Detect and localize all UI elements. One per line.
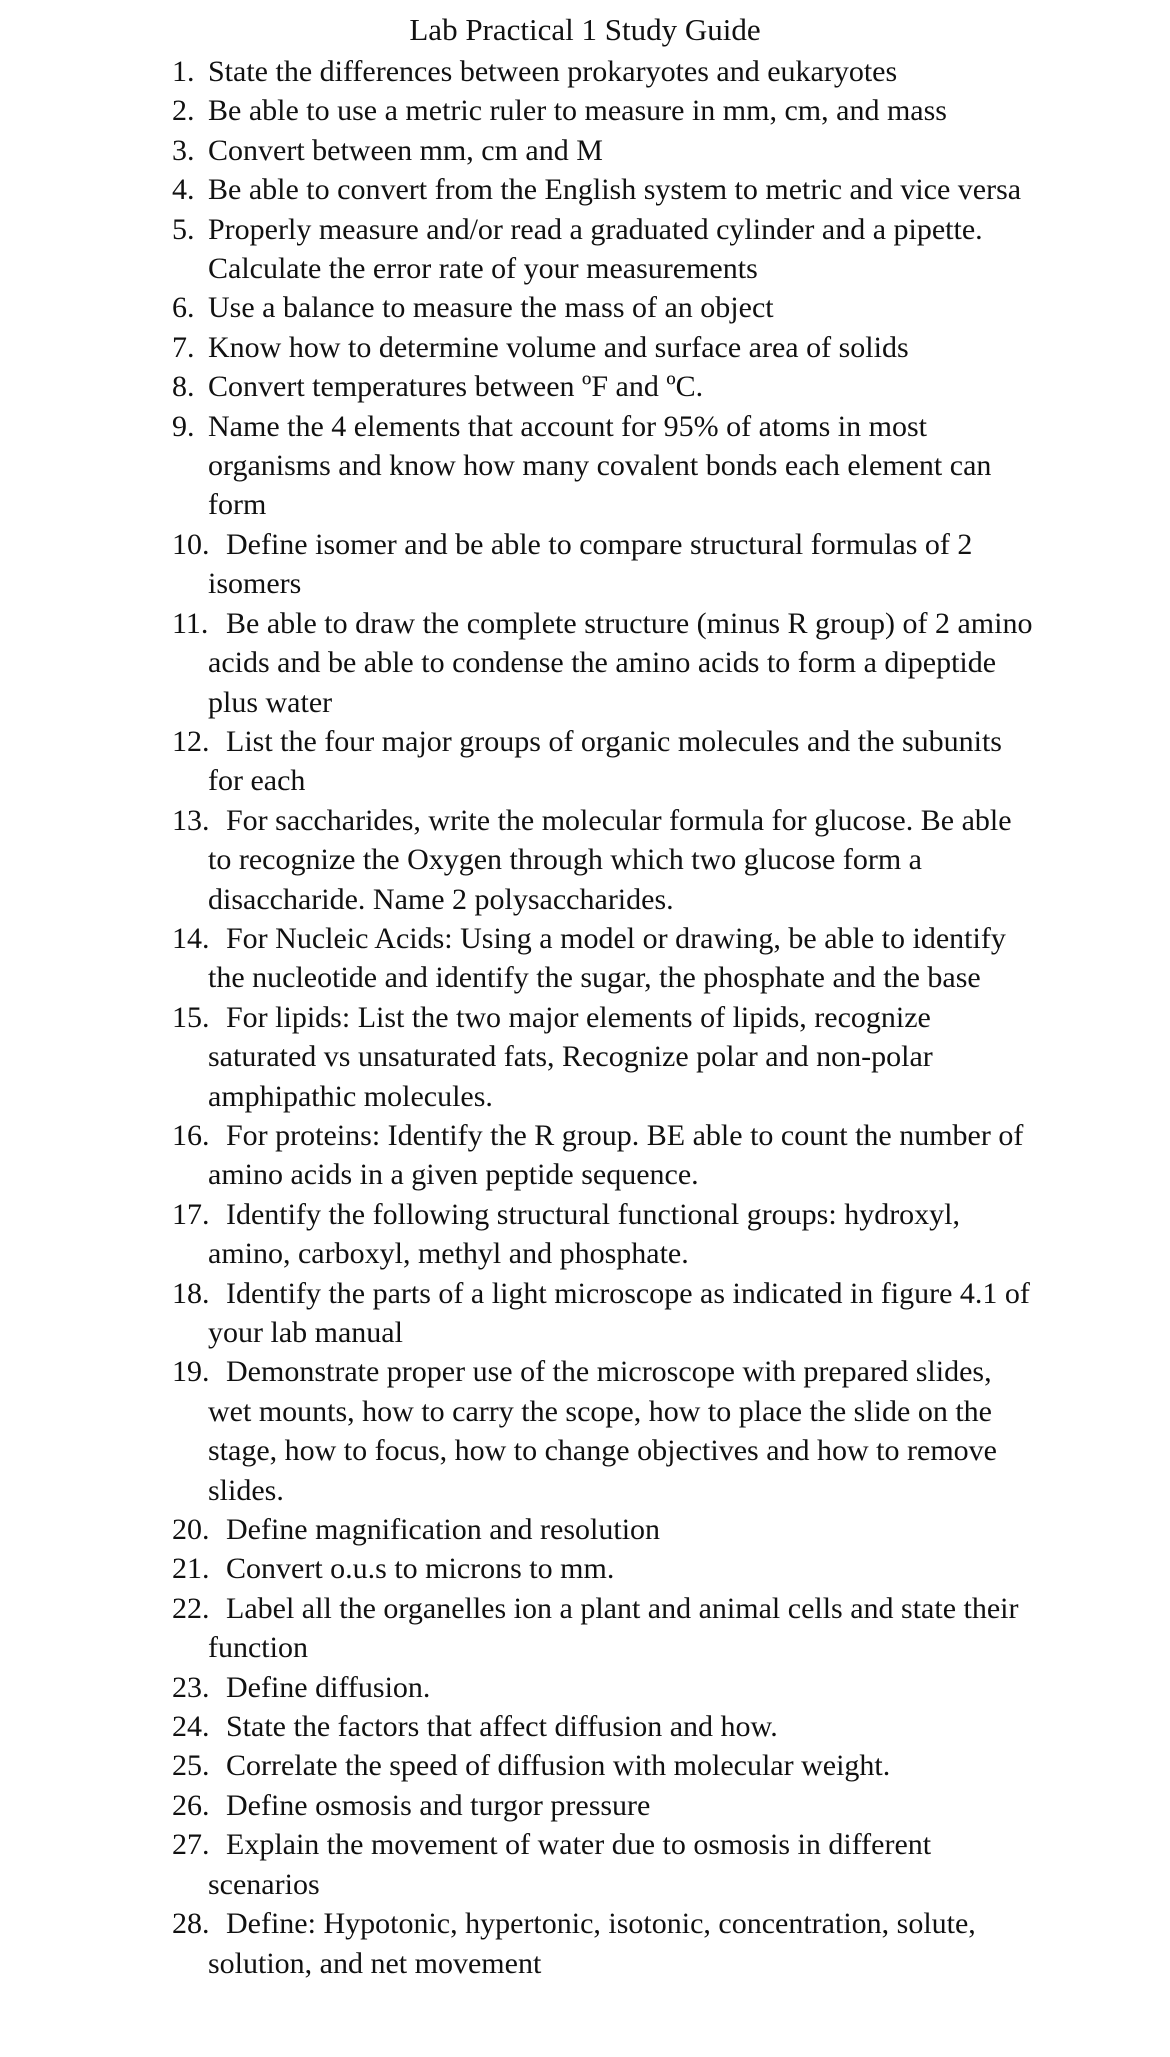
item-number: 21.: [172, 1552, 210, 1586]
item-text: Convert o.u.s to microns to mm.: [226, 1552, 615, 1586]
item-text: Be able to use a metric ruler to measure in mm, cm, and mass: [208, 94, 947, 128]
study-guide-list: [172, 52, 1042, 1983]
item-number: 16.: [172, 1118, 210, 1152]
item-number: 18.: [172, 1276, 210, 1310]
page-title: Lab Practical 1 Study Guide: [409, 12, 761, 47]
item-text: Properly measure and/or read a graduated cylinder and a pipette. Calculate the error rate of your measurements: [208, 212, 983, 286]
item-text: Correlate the speed of diffusion with molecular weight.: [226, 1749, 891, 1783]
item-text: Convert temperatures between ºF and ºC.: [208, 370, 704, 404]
item-number: 8.: [172, 370, 195, 404]
list-item: [172, 604, 1042, 722]
list-item: [172, 1825, 1042, 1904]
item-number: 28.: [172, 1907, 210, 1941]
item-number: 1.: [172, 55, 195, 88]
list-item: [172, 919, 1042, 998]
list-item: [172, 328, 1042, 367]
list-item: [172, 1549, 1042, 1588]
item-number: 12.: [172, 724, 210, 758]
list-item: [172, 367, 1042, 406]
list-item: [172, 210, 1042, 289]
list-item: [172, 525, 1042, 604]
item-number: 19.: [172, 1355, 210, 1389]
list-item: [172, 1746, 1042, 1785]
list-item: [172, 1904, 1042, 1983]
list-item: [172, 1786, 1042, 1825]
item-text: Explain the movement of water due to osmosis in different scenarios: [208, 1828, 932, 1901]
item-number: 15.: [172, 1000, 210, 1034]
list-item: [172, 1510, 1042, 1549]
list-item: [172, 131, 1042, 170]
item-text: State the factors that affect diffusion and how.: [226, 1710, 778, 1744]
list-item: [172, 288, 1042, 327]
item-number: 10.: [172, 527, 210, 561]
item-number: 3.: [172, 133, 195, 167]
item-text: For proteins: Identify the R group. BE able to count the number of amino acids in a given peptide sequence.: [208, 1118, 1024, 1192]
item-text: Be able to draw the complete structure (minus R group) of 2 amino acids and be able to condense the amino acids to form a dipeptide plus water: [208, 606, 1033, 719]
item-number: 5.: [172, 212, 195, 246]
list-item: [172, 722, 1042, 801]
item-text: Know how to determine volume and surface area of solids: [208, 330, 909, 364]
list-item: [172, 1707, 1042, 1746]
list-item: [172, 998, 1042, 1116]
item-text: State the differences between prokaryotes and eukaryotes: [208, 55, 898, 88]
list-item: [172, 407, 1042, 525]
item-text: Define isomer and be able to compare structural formulas of 2 isomers: [208, 527, 973, 601]
list-item: [172, 1668, 1042, 1707]
list-item: [172, 1116, 1042, 1195]
item-text: Identify the parts of a light microscope as indicated in figure 4.1 of your lab manual: [208, 1276, 1030, 1349]
item-number: 11.: [172, 606, 209, 640]
item-text: For Nucleic Acids: Using a model or drawing, be able to identify the nucleotide and identify the sugar, the phosphate and the base: [208, 921, 1006, 995]
item-text: For saccharides, write the molecular formula for glucose. Be able to recognize the Oxygen through which two glucose form a disaccharide. Name 2 polysaccharides.: [208, 803, 1012, 916]
item-number: 22.: [172, 1591, 210, 1625]
list-item: [172, 1352, 1042, 1510]
list-item: [172, 1195, 1042, 1274]
item-text: List the four major groups of organic molecules and the subunits for each: [208, 724, 1002, 798]
item-number: 2.: [172, 94, 195, 128]
item-text: Define magnification and resolution: [226, 1513, 661, 1547]
item-text: Convert between mm, cm and M: [208, 133, 603, 167]
item-number: 17.: [172, 1197, 210, 1231]
item-number: 7.: [172, 330, 195, 364]
item-text: Identify the following structural functional groups: hydroxyl, amino, carboxyl, methyl and phosphate.: [208, 1197, 961, 1271]
list-item: [172, 1274, 1042, 1353]
item-number: 13.: [172, 803, 210, 837]
item-number: 4.: [172, 173, 195, 207]
list-item: [172, 801, 1042, 919]
item-text: Name the 4 elements that account for 95% of atoms in most organisms and know how many covalent bonds each element can form: [208, 409, 992, 522]
list-item: [172, 1589, 1042, 1668]
item-text: For lipids: List the two major elements of lipids, recognize saturated vs unsaturated fats, Recognize polar and non-polar amphipathic molecules.: [208, 1000, 933, 1113]
item-number: 14.: [172, 921, 210, 955]
item-text: Define: Hypotonic, hypertonic, isotonic, concentration, solute, solution, and net movement: [208, 1907, 976, 1980]
item-text: Demonstrate proper use of the microscope with prepared slides, wet mounts, how to carry the scope, how to place the slide on the stage, how to focus, how to change objectives and how to remove slides.: [208, 1355, 997, 1507]
list-item: [172, 170, 1042, 209]
item-text: Use a balance to measure the mass of an object: [208, 291, 774, 325]
item-text: Be able to convert from the English system to metric and vice versa: [208, 173, 1022, 207]
item-number: 25.: [172, 1749, 210, 1783]
list-item: [172, 52, 1042, 91]
item-text: Define diffusion.: [226, 1670, 431, 1704]
item-number: 27.: [172, 1828, 210, 1862]
item-text: Define osmosis and turgor pressure: [226, 1788, 651, 1822]
item-number: 26.: [172, 1788, 210, 1822]
item-text: Label all the organelles ion a plant and animal cells and state their function: [208, 1591, 1019, 1665]
item-number: 9.: [172, 409, 195, 443]
item-number: 6.: [172, 291, 195, 325]
item-number: 23.: [172, 1670, 210, 1704]
list-item: [172, 91, 1042, 130]
item-number: 24.: [172, 1710, 210, 1744]
item-number: 20.: [172, 1513, 210, 1547]
